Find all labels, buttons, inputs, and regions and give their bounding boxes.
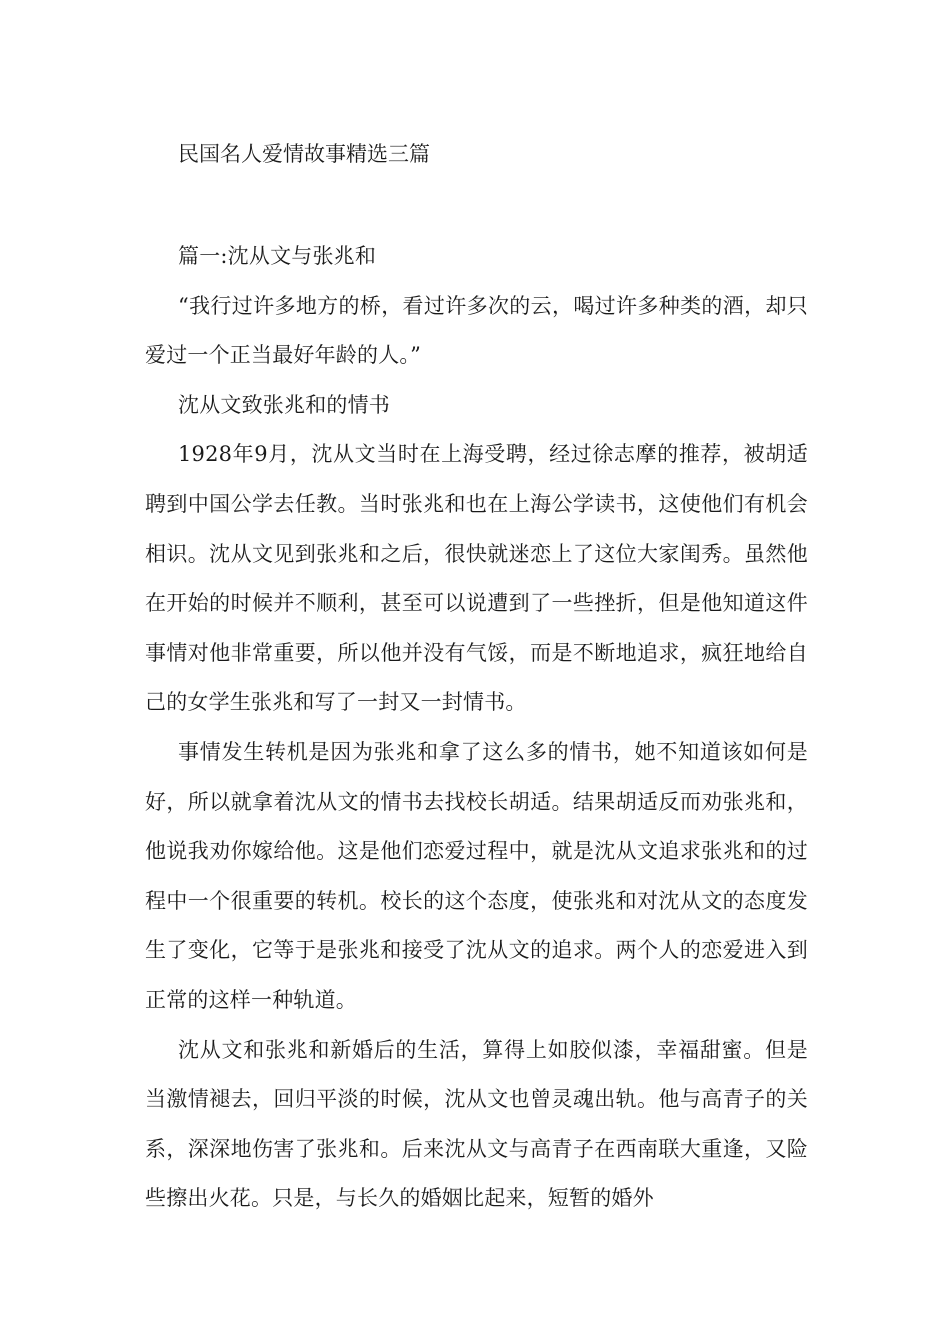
body-paragraph: 沈从文和张兆和新婚后的生活，算得上如胶似漆，幸福甜蜜。但是当激情褪去，回归平淡的时候，沈从文也曾灵魂出轨。他与高青子的关系，深深地伤害了张兆和。后来沈从文与高青子在西南联大重逢，又险些擦出火花。只是，与长久的婚姻比起来，短暂的婚外 bbox=[145, 1037, 808, 1211]
document-body bbox=[145, 232, 808, 1224]
document-title: 民国名人爱情故事精选三篇 bbox=[178, 142, 430, 166]
section-heading: 篇一:沈从文与张兆和 bbox=[178, 244, 377, 268]
subheading: 沈从文致张兆和的情书 bbox=[178, 392, 390, 417]
quote-paragraph: “我行过许多地方的桥，看过许多次的云，喝过许多种类的酒，却只爱过一个正当最好年龄的人。” bbox=[145, 293, 808, 368]
body-paragraph: 事情发生转机是因为张兆和拿了这么多的情书，她不知道该如何是好，所以就拿着沈从文的情书去找校长胡适。结果胡适反而劝张兆和，他说我劝你嫁给他。这是他们恋爱过程中，就是沈从文追求张兆和的过程中一个很重要的转机。校长的这个态度，使张兆和对沈从文的态度发生了变化，它等于是张兆和接受了沈从文的追求。两个人的恋爱进入到正常的这样一种轨道。 bbox=[145, 739, 808, 1012]
body-paragraph: 1928年9月，沈从文当时在上海受聘，经过徐志摩的推荐，被胡适聘到中国公学去任教。当时张兆和也在上海公学读书，这使他们有机会相识。沈从文见到张兆和之后，很快就迷恋上了这位大家闺秀。虽然他在开始的时候并不顺利，甚至可以说遭到了一些挫折，但是他知道这件事情对他非常重要，所以他并没有气馁，而是不断地追求，疯狂地给自己的女学生张兆和写了一封又一封情书。 bbox=[145, 442, 808, 715]
